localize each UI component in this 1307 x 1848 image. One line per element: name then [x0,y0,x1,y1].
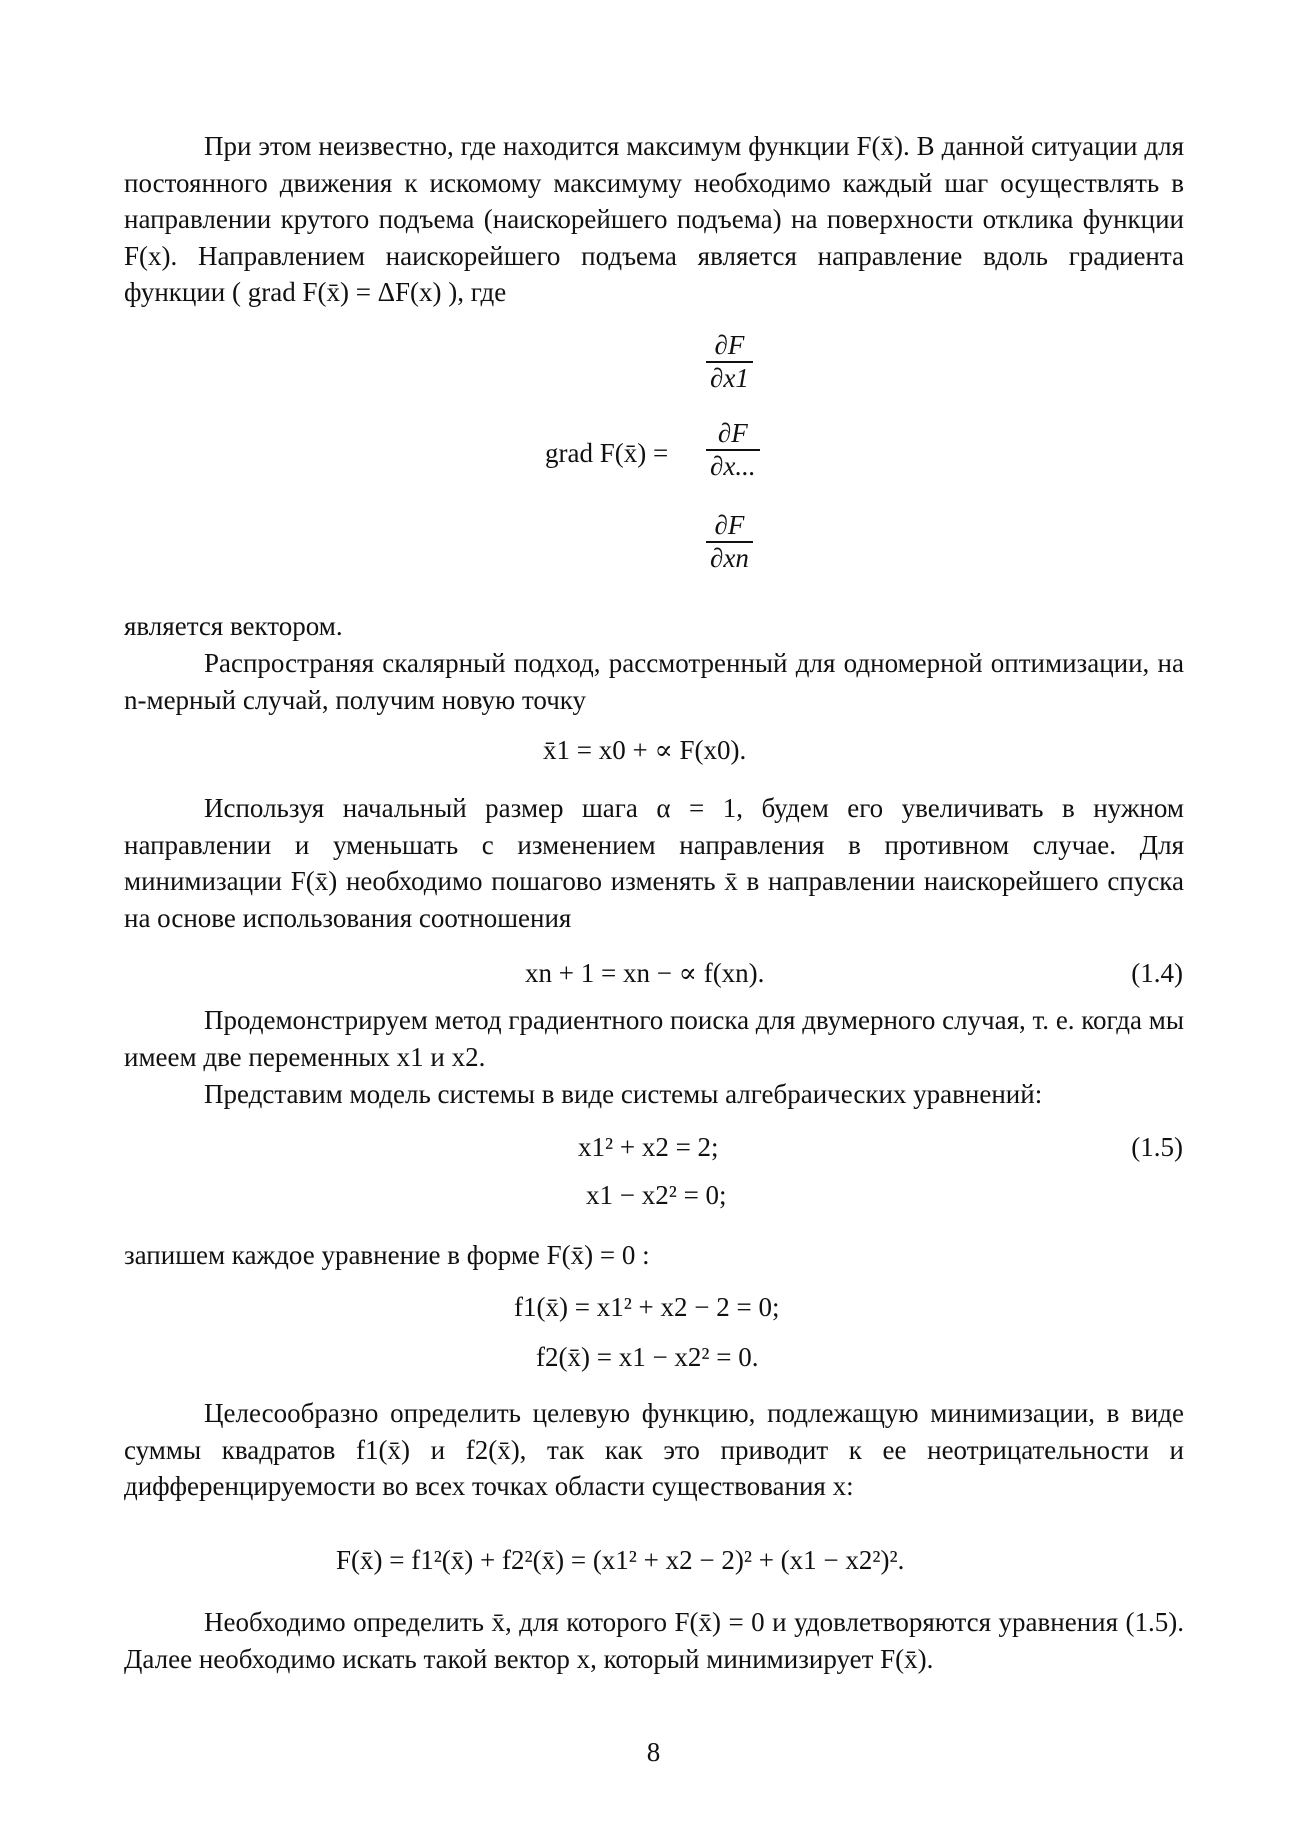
paragraph-objective: Целесообразно определить целевую функцию, подлежащую минимизации, в виде суммы квадратов f1(x̄) и f2(x̄), так как это приводит к ее неотрицательности и дифференцируемости во всех точках области существования x: [124,1398,1184,1501]
equation-iteration: xn + 1 = xn − ∝ f(xn). [525,958,765,988]
paragraph-scalar: Распространяя скалярный подход, рассмотренный для одномерной оптимизации, на n-мерный случай, получим новую точку [124,648,1184,715]
paragraph-intro: При этом неизвестно, где находится максимум функции F(x̄). В данной ситуации для постоянного движения к искомому максимуму необходимо каждый шаг осуществлять в направлении крутого подъема (наискорейшего подъема) на поверхности отклика функции F(x). Направлением наискорейшего подъема является направление вдоль градиента функции ( grad F(x̄) = ΔF(x) ), где [124,131,1184,307]
paragraph-conclusion: Необходимо определить x̄, для которого F(x̄) = 0 и удовлетворяются уравнения (1.5). Далее необходимо искать такой вектор x, который минимизирует F(x̄). [124,1607,1184,1674]
paragraph-system: Представим модель системы в виде системы алгебраических уравнений: [204,1079,1043,1109]
equation-f1: f1(x̄) = x1² + x2 − 2 = 0; [514,1292,780,1322]
equation-system-1: x1² + x2 = 2; [578,1132,719,1162]
gradient-component-2: $\frac{\partial F}{\partial x...}$ [706,418,760,482]
paragraph-vector: является вектором. [124,611,343,641]
paragraph-form: запишем каждое уравнение в форме F(x̄) = 0 : [124,1240,650,1270]
equation-number-1-5: (1.5) [1131,1132,1183,1162]
equation-number-1-4: (1.4) [1131,958,1183,988]
gradient-component-1: $\frac{\partial F}{\partial x1}$ [706,330,753,394]
gradient-lhs: grad F(x̄) = [545,438,669,468]
equation-system-2: x1 − x2² = 0; [586,1180,727,1210]
equation-new-point: x̄1 = x0 + ∝ F(x0). [543,735,747,765]
page-number: 8 [646,1737,661,1767]
gradient-component-3: $\frac{\partial F}{\partial xn}$ [706,510,753,574]
equation-objective: F(x̄) = f1²(x̄) + f2²(x̄) = (x1² + x2 − 2)² + (x1 − x2²)². [336,1545,905,1575]
paragraph-step: Используя начальный размер шага α = 1, будем его увеличивать в нужном направлении и уменьшать с изменением направления в противном случае. Для минимизации F(x̄) необходимо пошагово изменять x̄ в направлении наискорейшего спуска на основе использования соотношения [124,793,1184,933]
equation-f2: f2(x̄) = x1 − x2² = 0. [536,1342,759,1372]
paragraph-demo: Продемонстрируем метод градиентного поиска для двумерного случая, т. е. когда мы имеем две переменных x1 и x2. [124,1005,1184,1072]
